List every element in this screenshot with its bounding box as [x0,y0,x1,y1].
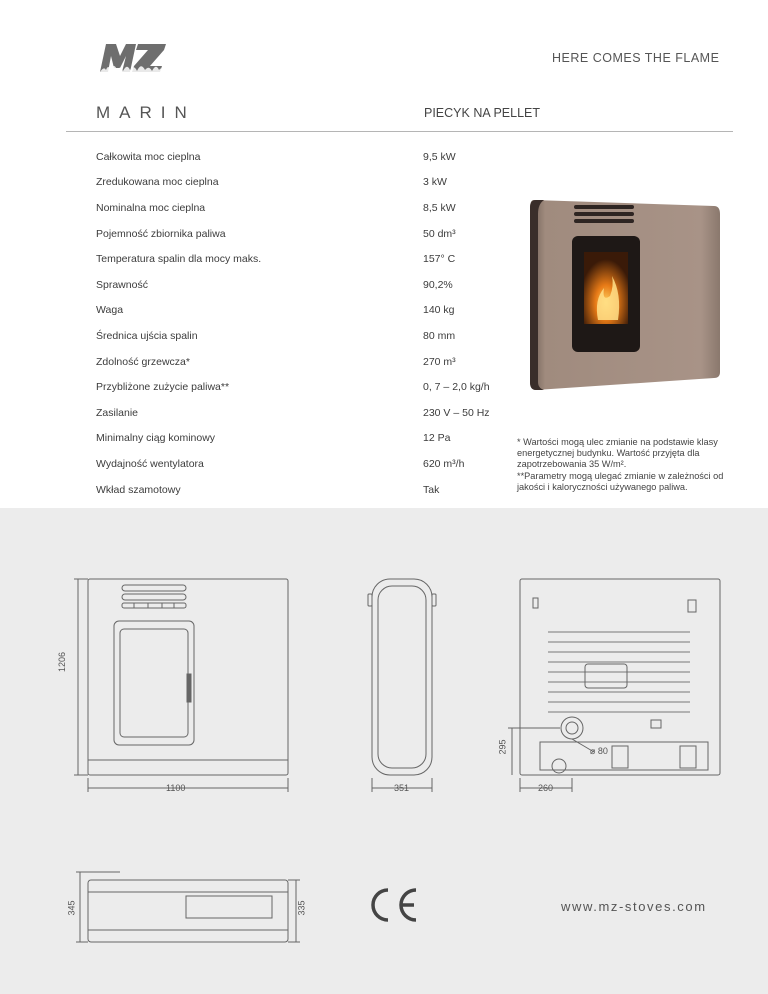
rear-view-drawing [508,579,720,792]
spec-label: Sprawność [96,278,148,291]
spec-label: Przybliżone zużycie paliwa** [96,381,230,394]
footnote-line-2: **Parametry mogą ulegać zmianie w zależności od jakości i kaloryczności używanego paliwa. [517,470,724,492]
spec-row [96,144,516,170]
spec-row [96,298,516,324]
spec-row [96,400,516,426]
model-name: MARIN [96,103,196,122]
spec-row [96,349,516,375]
footnote-line-1: * Wartości mogą ulec zmianie na podstawie klasy energetycznej budynku. Wartość przyjęta dla zapotrzebowania 35 W/m². [517,437,718,470]
dim-depth-label: 351 [394,783,410,793]
spec-label: Nominalna moc cieplna [96,201,206,214]
spec-label: Waga [96,304,124,317]
spec-value: 620 m³/h [423,457,465,470]
spec-value: 9,5 kW [423,150,456,163]
dim-top-depth-label: 345 [66,900,77,916]
header-divider [66,131,733,132]
spec-row [96,272,516,298]
dim-side-depth-label: 260 [538,783,554,793]
spec-value: 12 Pa [423,432,451,445]
spec-row [96,221,516,247]
spec-row [96,426,516,452]
spec-label: Temperatura spalin dla mocy maks. [96,253,262,266]
spec-value: 80 mm [423,329,456,342]
dim-width-label: 1100 [166,783,186,793]
spec-value: 3 kW [423,176,447,189]
spec-row [96,246,516,272]
spec-value: 8,5 kW [423,201,456,214]
spec-label: Zasilanie [96,406,139,419]
footnote [517,437,732,493]
spec-table [96,144,516,502]
spec-row [96,170,516,196]
tagline: HERE COMES THE FLAME [552,51,720,65]
spec-label: Zredukowana moc cieplna [96,176,219,189]
top-view-drawing [76,872,300,942]
spec-label: Minimalny ciąg kominowy [96,432,216,445]
spec-value: 90,2% [423,278,453,291]
dim-outlet-diameter-label: ⌀ 80 [590,746,608,756]
spec-label: Wydajność wentylatora [96,457,204,470]
spec-row [96,323,516,349]
spec-value: 0, 7 – 2,0 kg/h [423,381,490,394]
spec-label: Średnica ujścia spalin [96,329,198,342]
ce-mark [364,884,420,926]
mz-logo [98,40,168,74]
stove-product-image [528,196,722,392]
spec-row [96,451,516,477]
website-url: www.mz-stoves.com [561,899,707,914]
dim-height-label: 1206 [57,651,68,673]
spec-label: Całkowita moc cieplna [96,150,201,163]
spec-value: 157° C [423,253,456,266]
spec-row [96,195,516,221]
spec-row [96,374,516,400]
spec-value: 140 kg [423,304,455,317]
spec-value: 270 m³ [423,355,456,368]
spec-value: 50 dm³ [423,227,456,240]
dim-outlet-height-label: 295 [497,739,508,755]
spec-row [96,477,516,503]
side-view-drawing [368,579,436,792]
dim-top-inner-label: 335 [296,900,307,916]
spec-label: Pojemność zbiornika paliwa [96,227,226,240]
spec-value: 230 V – 50 Hz [423,406,490,419]
product-subtitle: PIECYK NA PELLET [424,106,541,120]
spec-label: Zdolność grzewcza* [96,355,190,368]
spec-label: Wkład szamotowy [96,483,181,496]
front-view-drawing [74,579,288,792]
spec-value: Tak [423,483,440,496]
